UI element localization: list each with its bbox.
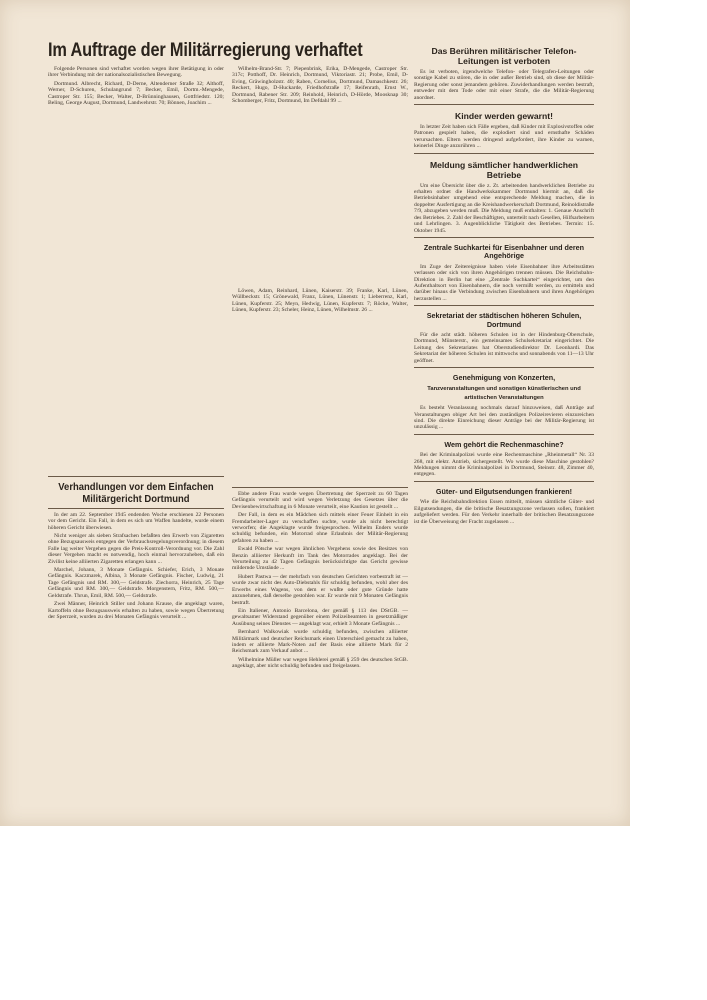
divider bbox=[414, 434, 594, 435]
trial-names: Marchel, Johann, 3 Monate Gefängnis. Schiefer, Erich, 3 Monate Gefängnis. Kaczmarek, Albina, 3 Monate Gefängnis. Fischer, Ludwig, 21 Tage Gefängnis und RM. 300,— Geldstrafe. Ziechorra, Heinrich, 25 Tage Gefängnis und RM. 300,— Geldstrafe. Morgenstern, Fritz, RM. 500,— Geldstrafe. Thrun, Emil, RM. 500,— Geldstrafe. bbox=[48, 567, 224, 599]
rechenmaschine-text: Bei der Kriminalpolizei wurde eine Rechenmaschine „Rheinmetall“ Nr. 33 268, mit elektr. Antrieb, sichergestellt. Wo wurde diese Maschine gestohlen? Meldungen nimmt die Kriminalpolizei in Dortmund, Steinstr. 48, Zimmer 40, entgegen. bbox=[414, 452, 594, 478]
column-1 bbox=[48, 66, 224, 733]
rechenmaschine-heading: Wem gehört die Rechenmaschine? bbox=[444, 439, 564, 449]
such-heading: Zentrale Suchkartei für Eisenbahner und deren Angehörige bbox=[423, 242, 585, 261]
konzert-subheading: Tanzveranstaltungen und sonstigen künstlerischen und artistischen Veranstaltungen bbox=[427, 386, 581, 401]
arrest-list: Dortmund. Albrecht, Richard, D-Derne, Altenderner Straße 32; Althoff, Werner, D-Schuren, Schulangrund 7; Becker, Emil, Dortm.-Mengede, Castroper Str. 155; Becker, Walter, D-Brünninghausen, Gottfriedstr. 120; Beling, George August, Dortmund, Landwehrstr. 70; Bönnen, Joachim ... bbox=[48, 80, 224, 107]
gueter-text: Wie die Reichsbahndirektion Essen mitteilt, müssen sämtliche Güter- und Eilgutsendungen, die die britische Besatzungszone verlassen sollen, frankiert aufgeliefert werden. Für den Verkehr innerhalb der britischen Besatzungszone ist die Überweisung der Fracht zugelassen ... bbox=[414, 499, 594, 525]
main-headline: Im Auftrage der Militärregierung verhaftet bbox=[48, 40, 363, 61]
divider bbox=[48, 476, 224, 477]
divider bbox=[414, 237, 594, 238]
divider bbox=[232, 487, 408, 488]
trial-heading: Verhandlungen vor dem Einfachen Militärgericht Dortmund bbox=[58, 480, 214, 505]
divider bbox=[414, 367, 594, 368]
trial-cont-2: Der Fall, in dem es ein Mädchen sich mittels einer Feuer Einheit in ein Fremdarbeiter-Lager zu verschaffen suchte, wurde als nicht berechtigt verworfen; die Angeklagte wurde freigesprochen. Wilhelm Enders wurde schuldig befunden, ein Motorrad ohne Erlaubnis der Militär-Regierung gefahren zu haben ... bbox=[232, 512, 408, 544]
kinder-heading: Kinder werden gewarnt! bbox=[455, 111, 553, 122]
kinder-text: In letzter Zeit haben sich Fälle ergeben, daß Kinder mit Explosivstoffen oder Patronen gespielt haben, die explodiert sind und ernsthafte Schäden verursachten. Eltern werden dringend aufgefordert, ihre Kinder zu warnen, keinerlei Dinge anzurühren ... bbox=[414, 124, 594, 150]
divider bbox=[414, 153, 594, 154]
konzert-text: Es besteht Veranlassung nochmals darauf hinzuweisen, daß Anträge auf Veranstaltungen obiger Art bei den zuständigen Polizeirevieren einzureichen sind. Die direkte Einreichung dieser Anträge bei der Militär-Regierung ist unzulässig ... bbox=[414, 405, 594, 431]
divider bbox=[414, 104, 594, 105]
gueter-heading: Güter- und Eilgutsendungen frankieren! bbox=[435, 486, 573, 496]
trial-text: Nicht weniger als sieben Strafsachen befaßten den Erwerb von Zigaretten ohne Bezugsausweis entgegen der Verbrauchsregelungsverordnung; in diesem Falle lag weiter Vergehen gegen die Preis-Kontroll-Verordnung vor. Die Zahl dieser Vergehen macht es notwendig, hoch einmal hervorzuheben, daß ein Zivilist keine alliierten Zigaretten erlangen kann ... bbox=[48, 533, 224, 565]
such-text: Im Zuge der Zeitereignisse haben viele Eisenbahner ihre Arbeitsstätten verlassen oder sich von ihren Angehörigen trennen müssen. Die Reichsbahn-Direktion in Berlin hat eine „Zentrale Suchkartei“ eingerichtet, um den Aufenthaltsort von Eisenbahnern, die noch vermißt werden, zu ermitteln und darüber hinaus die Verbindung zwischen Eisenbahnern und ihren Angehörigen herzustellen ... bbox=[414, 263, 594, 302]
sekretariat-heading: Sekretariat der städtischen höheren Schulen, Dortmund bbox=[426, 311, 582, 329]
divider bbox=[414, 305, 594, 306]
arrest-list-cont: Wilhelm-Brand-Str. 7; Piepenbrink, Erika, D-Mengede, Castroper Str. 317c; Potthoff, Dr. Heinrich, Dortmund, Viktoriastr. 21; Probe, Emil, D-Eving, Gräwingholzstr. 40; Raben, Cornelius, Dortmund, Damaschkestr. 26; Reckert, Hugo, D-Huckarde, Friedhofstraße 17; Reifenrath, Ernst W., Dortmund, Rabener Str. 209; Reinhold, Heinrich, D-Hörde, Moosknap 30; Schomberger, Fritz, Dortmund, Im Defdahl 99 ... bbox=[232, 66, 408, 105]
phone-text: Es ist verboten, irgendwelche Telefon- oder Telegrafen-Leitungen oder sonstige Kabel zu stören, die in oder außer Betrieb sind, ob diese der Militär-Regierung oder sonst jemandem gehören. Zuwiderhandlungen werden bestraft, entweder mit dem Tode oder mit einer Strafe, die die Militär-Regierung anordnet. bbox=[414, 69, 594, 101]
trial-intro: In der am 22. September 1945 endenden Woche erschienen 22 Personen vor dem Gericht. Ein Fall, in dem es sich um Waffen handelte, wurde einem höheren Gericht überwiesen. bbox=[48, 511, 224, 531]
trial-end: Zwei Männer, Heinrich Stiller und Johann Krause, die angeklagt waren, Kartoffeln ohne Bezugsausweis erhalten zu haben, sowie wegen Übertretung der Sperrzeit, wurden zu drei Monaten Gefängnis verurteilt ... bbox=[48, 601, 224, 620]
column-3 bbox=[414, 40, 594, 527]
trial-cont-7: Wilhelmine Müller war wegen Hehlerei gemäß § 259 des deutschen StGB. angeklagt, aber nicht schuldig befunden und freigelassen. bbox=[232, 656, 408, 670]
trial-cont-1: Ebbe andere Frau wurde wegen Übertretung der Sperrzeit zu 60 Tagen Gefängnis verurteilt und wird wegen Verletzung des Gesetzes über die Devisenbewirtschaftung in 6 Monate verurteilt, eine Kaution ist gestellt ... bbox=[232, 491, 408, 510]
column-2 bbox=[232, 66, 408, 672]
meldung-heading: Meldung sämtlicher handwerklichen Betriebe bbox=[429, 159, 579, 180]
arrest-list-luenen: Löwen, Adam, Reinhard, Lünen, Kaiserstr. 39; Franke, Karl, Lünen, Wüllbeckstr. 15; Grönewald, Franz, Lünen, Lünenstr. 1; Lieberrenz, Karl, Lünen, Kupferstr. 25; Meyn, Hedwig, Lünen, Kupferstr. 7; Röcke, Walter, Lünen, Kupferstr. 23; Scheler, Heinz, Lünen, Wilhelmstr. 26 ... bbox=[232, 288, 408, 314]
trial-cont-3: Ewald Pötsche war wegen ähnlichen Vergehens sowie des Besitzes von Benzin alliierter Herkunft im Tank des Motorrades angeklagt. Bei der Verurteilung zu 42 Tagen Gefängnis berücksichtigte das Gericht gewisse mildernde Umstände ... bbox=[232, 546, 408, 572]
trial-cont-5: Ein Italiener, Antonio Barcelona, der gemäß § 113 des DStGB. — gewaltsamer Widerstand gegenüber einem Polizeibeamten in gesetzmäßiger Ausübung seines Dienstes — angeklagt war, erhielt 3 Monate Gefängnis ... bbox=[232, 607, 408, 627]
sekretariat-text: Für die acht städt. höheren Schulen ist in der Hindenburg-Oberschule, Dortmund, Münsterstr., ein gemeinsames Schulsekretariat eingerichtet. Die Leitung des Sekretariates hat Oberstudiendirektor Dr. Leonhardi. Das Sekretariat der höheren Schulen ist mittwochs und sonnabends von 11—13 Uhr geöffnet. bbox=[414, 331, 594, 364]
konzert-heading: Genehmigung von Konzerten, bbox=[452, 373, 556, 382]
divider bbox=[48, 508, 224, 509]
phone-heading: Das Berühren militärischer Telefon-Leitungen ist verboten bbox=[431, 46, 577, 66]
trial-cont-4: Hubert Pastwa — der mehrfach von deutschen Gerichten vorbestraft ist — wurde zwar nicht des Auto-Diebstahls für schuldig befunden, wohl aber des Erwerbs eines Wagens, von dem er wußte oder gute Gründe hatte anzunehmen, daß derselbe gestohlen war. Er wurde mit 9 Monaten Gefängnis bestraft. bbox=[232, 573, 408, 606]
divider bbox=[414, 481, 594, 482]
meldung-text: Um eine Übersicht über die z. Zt. arbeitenden handwerklichen Betriebe zu erhalten ordnet die Handwerkskammer Dortmund hiermit an, daß die Betriebsinhaber umgehend eine entsprechende Meldung machen, die in doppelter Ausfertigung an die Kreishandwerkerschaft Dortmund, Reinoldistraße 7/9, abzugeben werden muß. Die Meldung muß enthalten: 1. Genaue Anschrift des Betriebes. 2. Zahl der Beschäftigten, unterteilt nach Gesellen, Hilfsarbeitern und Lehrlingen. 3. Augenblickliche Tätigkeit des Betriebes. Termin: 15. Oktober 1945. bbox=[414, 182, 594, 234]
arrest-intro: Folgende Personen sind verhaftet worden wegen ihrer Betätigung in oder ihrer Verbindung mit der nationalsozialistischen Bewegung. bbox=[48, 66, 224, 79]
trial-cont-6: Bernhard Walkowiak wurde schuldig befunden, zwischen alliierter Militärmark und deutscher Reichsmark einen Unterschied gemacht zu haben, indem er alliierte Mark-Noten auf der Basis eine alliierte Mark für 2 Reichsmark zum Verkauf anbot ... bbox=[232, 629, 408, 655]
